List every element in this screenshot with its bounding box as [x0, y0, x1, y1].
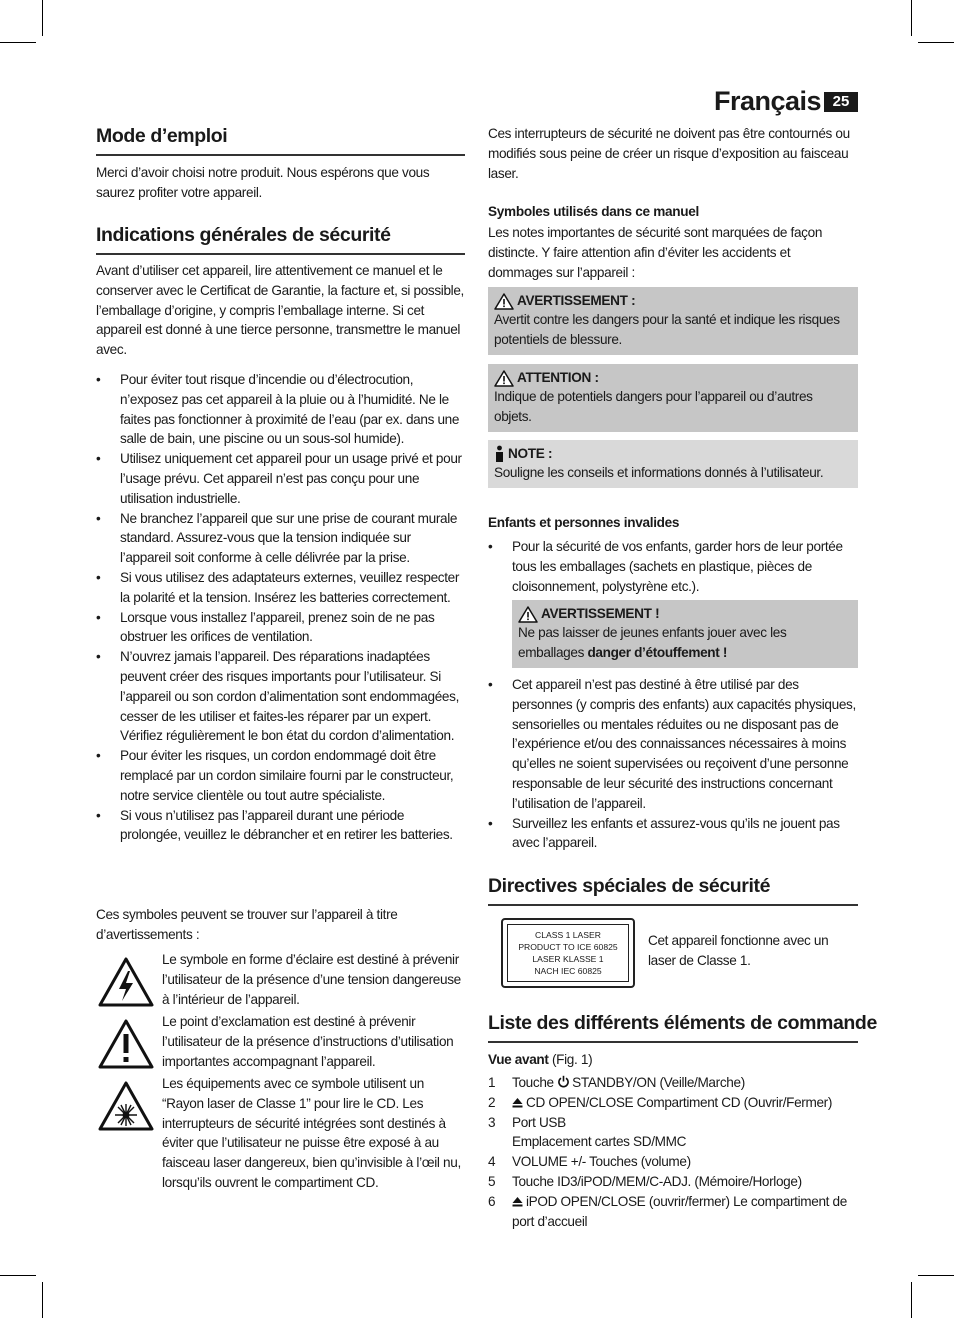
- safety-bullet-list: [96, 370, 465, 845]
- mode-emploi-intro: Merci d’avoir choisi notre produit. Nous espérons que vous saurez profiter votre appareil.: [96, 165, 430, 200]
- list-item: • Pour la sécurité de vos enfants, garder hors de leur portée tous les emballages (sachets en plastique, pièces de cloisonnement, polystyrène etc.).: [488, 539, 843, 594]
- list-item: • Lorsque vous installez l’appareil, prenez soin de ne pas obstruer les orifices de ventilation.: [96, 609, 435, 645]
- eject-icon: [512, 1097, 523, 1108]
- list-item: • Pour éviter les risques, un cordon endommagé doit être remplacé par un cordon similaire fourni par le constructeur, notre service clientèle ou tout autre spécialiste.: [96, 748, 454, 803]
- laser-class-label: CLASS 1 LASER PRODUCT TO ICE 60825 LASER KLASSE 1 NACH IEC 60825: [501, 918, 635, 988]
- language-title: Français: [714, 86, 822, 116]
- enfants-list-2: [488, 675, 858, 853]
- enfants-heading: Enfants et personnes invalides: [488, 515, 680, 530]
- power-icon: [557, 1075, 570, 1088]
- list-item: • Si vous n’utilisez pas l’appareil durant une période prolongée, veuillez le débrancher et en retirer les batteries.: [96, 807, 453, 843]
- list-item: • Ne branchez l’appareil que sur une prise de courant murale standard. Assurez-vous que la tension indiquée sur l’appareil soit conforme à celle délivrée par la prise.: [96, 510, 458, 566]
- symbols-intro: Ces symboles peuvent se trouver sur l’appareil à titre d’avertissements :: [96, 907, 398, 942]
- exclamation-warning-icon: [97, 1018, 155, 1070]
- list-item: • N’ouvrez jamais l’appareil. Des réparations inadaptées peuvent créer des risques importants pour l’utilisateur. Si l’appareil ou son cordon d’alimentation sont endommagées, cesser de les utiliser et faites-les réparer par un expert. Vérifiez régulièrement le bon état du cordon d’alimentation.: [96, 649, 459, 744]
- laser-warning-icon: [97, 1080, 155, 1132]
- directives-heading: Directives spéciales de sécurité: [488, 875, 858, 906]
- symboles-heading: Symboles utilisés dans ce manuel: [488, 204, 700, 219]
- crop-mark: [911, 1282, 912, 1318]
- enfants-list-1: [488, 537, 858, 596]
- symboles-text: Les notes importantes de sécurité sont marquées de façon distincte. Y faire attention afin d’éviter les accidents et dommages sur l’appareil :: [488, 225, 823, 280]
- crop-mark: [42, 1282, 43, 1318]
- list-item: • Surveillez les enfants et assurez-vous qu’ils ne jouent pas avec l’appareil.: [488, 815, 840, 851]
- list-item: 3 Port USB Emplacement cartes SD/MMC: [488, 1114, 687, 1150]
- vue-avant-label: Vue avant (Fig. 1): [488, 1052, 593, 1067]
- interrupt-text: Ces interrupteurs de sécurité ne doivent pas être contournés ou modifiés sous peine de créer un risque d’exposition au faisceau laser.: [488, 126, 850, 181]
- crop-mark: [0, 42, 36, 43]
- enfants-warning-box: AVERTISSEMENT ! Ne pas laisser de jeunes enfants jouer avec les emballages danger d’étouffement !: [512, 600, 858, 668]
- symbol-laser: Les équipements avec ce symbole utilisent un “Rayon laser de Classe 1” pour lire le CD. Les interrupteurs de sécurité intégrées sont destinés à éviter que l’utilisateur ne puisse être exposé à au faisceau laser dangereux, bien qu’invisible à l’œil nu, lorsqu’ils ouvrent le compartiment CD.: [96, 1074, 465, 1193]
- crop-mark: [42, 0, 43, 36]
- warning-triangle-icon: [518, 606, 538, 623]
- list-item: • Cet appareil n’est pas destiné à être utilisé par des personnes (y compris des enfants) aux capacités physiques, sensorielles ou mentales réduites ou ne disposant pas de l’expérience et/ou des connaissances nécessaires à moins qu’elles ne soient supervisées ou reçoivent d’une personne responsable de leur sécurité des instructions concernant l’utilisation de l’appareil.: [488, 677, 856, 811]
- list-item: 4 VOLUME +/- Touches (volume): [488, 1154, 691, 1170]
- note-box: NOTE : Souligne les conseils et informations donnés à l’utilisateur.: [488, 440, 858, 488]
- warning-triangle-icon: [494, 293, 514, 310]
- attention-box: ATTENTION : Indique de potentiels dangers pour l’appareil ou d’autres objets.: [488, 364, 858, 432]
- mode-emploi-heading: Mode d’emploi: [96, 125, 465, 156]
- crop-mark: [0, 1275, 36, 1276]
- laser-text: Cet appareil fonctionne avec un laser de Classe 1.: [648, 933, 829, 968]
- symbol-exclamation: Le point d’exclamation est destiné à prévenir l’utilisateur de la présence d’instructions d’utilisation importantes accompagnant l’appareil.: [96, 1012, 465, 1071]
- list-item: 6 iPOD OPEN/CLOSE (ouvrir/fermer) Le compartiment de port d’accueil: [488, 1193, 847, 1229]
- list-item: • Utilisez uniquement cet appareil pour un usage privé et pour l’usage prévu. Cet appareil n’est pas conçu pour une utilisation industrielle.: [96, 451, 462, 506]
- page-number: 25: [824, 92, 858, 112]
- indications-intro: Avant d’utiliser cet appareil, lire attentivement ce manuel et le conserver avec le Certificat de Garantie, la facture et, si possible, l’emballage d’origine, y compris l’emballage interne. Si cet appareil est donné à une tierce personne, transmettre le manuel avec.: [96, 263, 464, 358]
- list-item: • Si vous utilisez des adaptateurs externes, veuillez respecter la polarité et la tension. Insérez les batteries correctement.: [96, 569, 460, 605]
- controls-list: [488, 1073, 858, 1231]
- list-item: 1 Touche STANDBY/ON (Veille/Marche): [488, 1075, 745, 1090]
- crop-mark: [918, 42, 954, 43]
- list-item: 2 CD OPEN/CLOSE Compartiment CD (Ouvrir/Fermer): [488, 1094, 833, 1110]
- crop-mark: [918, 1275, 954, 1276]
- eject-icon: [512, 1196, 523, 1207]
- lightning-warning-icon: [97, 956, 155, 1008]
- symbol-lightning: Le symbole en forme d’éclaire est destiné à prévenir l’utilisateur de la présence d’une tension dangereuse à l’intérieur de l’appareil.: [96, 950, 465, 1009]
- warning-box: AVERTISSEMENT : Avertit contre les dangers pour la santé et indique les risques potentiels de blessure.: [488, 287, 858, 355]
- list-item: 5 Touche ID3/iPOD/MEM/C-ADJ. (Mémoire/Horloge): [488, 1173, 802, 1189]
- warning-triangle-icon: [494, 370, 514, 387]
- indications-heading: Indications générales de sécurité: [96, 224, 465, 255]
- list-item: • Pour éviter tout risque d’incendie ou d’électrocution, n’exposez pas cet appareil à la pluie ou à l’humidité. Ne le faites pas fonctionner à proximité de l’eau (par ex. dans une salle de bain, une piscine ou un sous-sol humide).: [96, 372, 460, 447]
- info-icon: [494, 445, 505, 463]
- crop-mark: [911, 0, 912, 36]
- liste-heading: Liste des différents éléments de commande: [488, 1012, 858, 1043]
